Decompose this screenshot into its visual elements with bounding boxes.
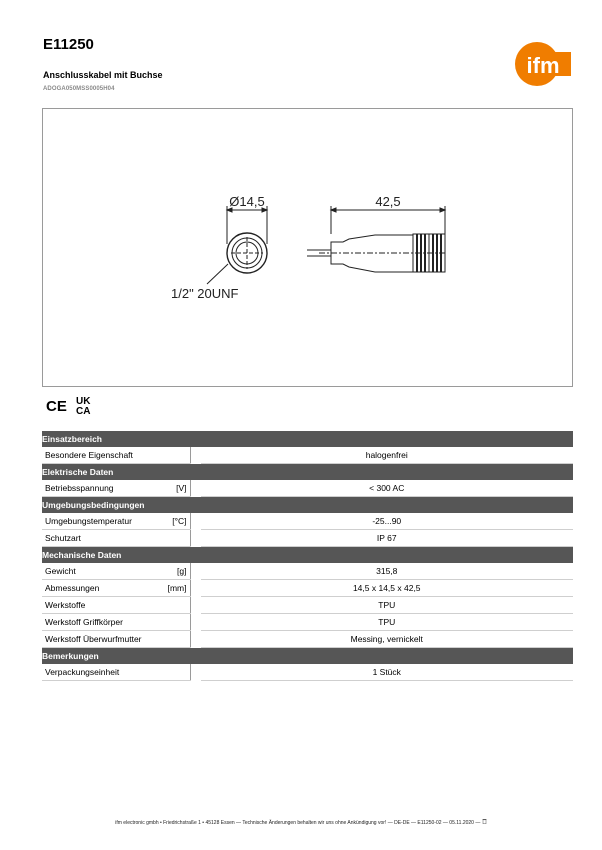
product-id: E11250 <box>43 36 94 53</box>
spec-row <box>42 563 573 580</box>
certification-marks <box>45 394 100 416</box>
ifm-logo <box>513 40 573 88</box>
spec-label: Umgebungstemperatur <box>42 513 162 530</box>
spec-row <box>42 580 573 597</box>
spec-value: TPU <box>201 614 574 631</box>
section-header-elektrische-daten: Elektrische Daten <box>42 464 573 481</box>
spec-label: Werkstoff Griffkörper <box>42 614 162 631</box>
spec-label: Betriebsspannung <box>42 480 162 497</box>
specification-table <box>42 430 573 681</box>
spec-row <box>42 664 573 681</box>
spec-value: 14,5 x 14,5 x 42,5 <box>201 580 574 597</box>
ukca-mark-top: UK <box>76 396 91 407</box>
spec-label: Schutzart <box>42 530 162 547</box>
spec-label: Gewicht <box>42 563 162 580</box>
spec-value: halogenfrei <box>201 447 574 464</box>
spec-row <box>42 597 573 614</box>
spec-value: Messing, vernickelt <box>201 631 574 648</box>
spec-value: IP 67 <box>201 530 574 547</box>
spec-value: -25...90 <box>201 513 574 530</box>
dim-diameter-label: Ø14,5 <box>229 194 265 209</box>
dim-length-label: 42,5 <box>375 194 401 209</box>
spec-value: 315,8 <box>201 563 574 580</box>
section-header-bemerkungen: Bemerkungen <box>42 648 573 665</box>
spec-unit: [mm] <box>162 580 190 597</box>
spec-unit <box>162 664 190 681</box>
spec-label: Werkstoffe <box>42 597 162 614</box>
spec-label: Verpackungseinheit <box>42 664 162 681</box>
spec-row <box>42 447 573 464</box>
spec-unit <box>162 530 190 547</box>
product-description: Anschlusskabel mit Buchse <box>43 70 163 80</box>
section-header-umgebungsbedingungen: Umgebungsbedingungen <box>42 497 573 514</box>
article-code: ADOGA050MSS0005H04 <box>43 86 115 92</box>
spec-label: Werkstoff Überwurfmutter <box>42 631 162 648</box>
ce-mark: CE <box>46 398 67 415</box>
spec-unit: [°C] <box>162 513 190 530</box>
spec-row <box>42 631 573 648</box>
ukca-mark-bottom: CA <box>76 406 91 416</box>
spec-unit: [g] <box>162 563 190 580</box>
page-footer <box>0 818 602 826</box>
spec-unit: [V] <box>162 480 190 497</box>
spec-row <box>42 614 573 631</box>
dimension-drawing <box>42 108 573 387</box>
spec-row <box>42 480 573 497</box>
spec-unit <box>162 597 190 614</box>
footer-text: ifm electronic gmbh • Friedrichstraße 1 • 45128 Essen — Technische Änderungen behalten wir uns ohne Ankündigung vor! — DE-DE — E11250-02 — 05.11.2020 — <box>115 820 481 826</box>
spec-row <box>42 530 573 547</box>
spec-unit <box>162 631 190 648</box>
spec-label: Abmessungen <box>42 580 162 597</box>
spec-value: < 300 AC <box>201 480 574 497</box>
section-header-mechanische-daten: Mechanische Daten <box>42 547 573 564</box>
spec-unit <box>162 614 190 631</box>
spec-row <box>42 513 573 530</box>
spec-value: 1 Stück <box>201 664 574 681</box>
spec-label: Besondere Eigenschaft <box>42 447 162 464</box>
spec-unit <box>162 447 190 464</box>
logo-text: ifm <box>526 53 560 78</box>
thread-label: 1/2" 20UNF <box>171 286 239 301</box>
spec-value: TPU <box>201 597 574 614</box>
section-header-einsatzbereich: Einsatzbereich <box>42 431 573 448</box>
trash-icon <box>482 820 487 826</box>
